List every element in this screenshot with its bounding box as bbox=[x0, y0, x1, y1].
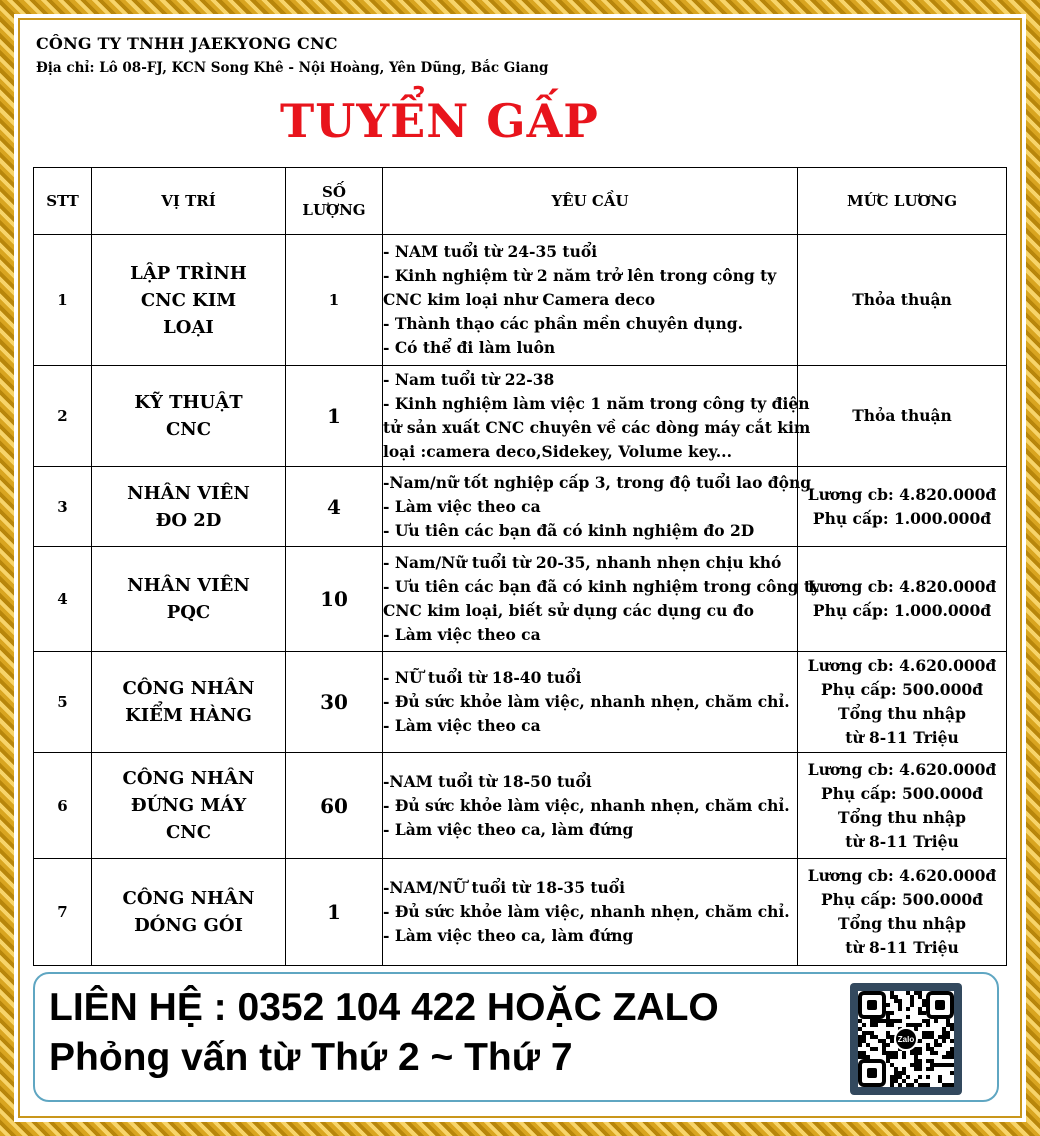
salary-line: từ 8-11 Triệu bbox=[845, 728, 959, 747]
qr-module bbox=[938, 1079, 942, 1083]
row-stt: 5 bbox=[34, 652, 92, 753]
row-salary bbox=[798, 859, 1007, 966]
qr-module bbox=[874, 1019, 878, 1023]
qr-module bbox=[882, 1051, 886, 1055]
salary-line: Phụ cấp: 500.000đ bbox=[821, 680, 983, 699]
qr-module bbox=[922, 999, 926, 1003]
interview-schedule-line: Phỏng vấn từ Thứ 2 ~ Thứ 7 bbox=[49, 1036, 573, 1079]
qr-module bbox=[890, 1035, 894, 1039]
qr-module bbox=[870, 1019, 874, 1023]
qr-module bbox=[942, 1031, 946, 1035]
requirement-line: - Đủ sức khỏe làm việc, nhanh nhẹn, chăm chỉ. bbox=[383, 795, 790, 815]
row-position bbox=[92, 366, 286, 467]
qr-module bbox=[858, 1055, 862, 1059]
qr-module bbox=[898, 1019, 902, 1023]
salary-line: Phụ cấp: 500.000đ bbox=[821, 890, 983, 909]
row-quantity: 60 bbox=[286, 753, 383, 859]
qr-module bbox=[918, 1063, 922, 1067]
qr-module bbox=[890, 1023, 894, 1027]
qr-module bbox=[898, 999, 902, 1003]
row-salary bbox=[798, 652, 1007, 753]
qr-module bbox=[950, 1047, 954, 1051]
qr-module bbox=[914, 1063, 918, 1067]
row-salary bbox=[798, 753, 1007, 859]
qr-module bbox=[886, 1051, 890, 1055]
salary-line: Lương cb: 4.820.000đ bbox=[807, 577, 997, 596]
qr-module bbox=[938, 1035, 942, 1039]
qr-module bbox=[946, 1019, 950, 1023]
qr-module bbox=[914, 1023, 918, 1027]
qr-module bbox=[890, 995, 894, 999]
qr-module bbox=[926, 1067, 930, 1071]
qr-module bbox=[870, 1023, 874, 1027]
requirement-line: - Đủ sức khỏe làm việc, nhanh nhẹn, chăm chỉ. bbox=[383, 692, 790, 711]
qr-module bbox=[926, 1043, 930, 1047]
qr-module bbox=[910, 995, 914, 999]
qr-module bbox=[882, 1019, 886, 1023]
row-quantity: 4 bbox=[286, 467, 383, 547]
qr-module bbox=[890, 1075, 894, 1079]
qr-module bbox=[918, 1067, 922, 1071]
requirement-line: -Nam/nữ tốt nghiệp cấp 3, trong độ tuổi lao động bbox=[383, 472, 812, 492]
salary-line: Tổng thu nhập bbox=[838, 914, 966, 933]
qr-module bbox=[918, 1047, 922, 1051]
qr-module bbox=[898, 1083, 902, 1087]
qr-module bbox=[910, 1023, 914, 1027]
position-line: KỸ THUẬT bbox=[134, 392, 243, 413]
qr-module bbox=[950, 1039, 954, 1043]
salary-line: Thỏa thuận bbox=[852, 406, 952, 425]
qr-module bbox=[914, 1055, 918, 1059]
qr-module bbox=[934, 1039, 938, 1043]
position-line: ĐO 2D bbox=[155, 509, 222, 531]
requirement-line: - Nam/Nữ tuổi từ 20-35, nhanh nhẹn chịu khó bbox=[383, 553, 782, 572]
qr-module bbox=[898, 1071, 902, 1075]
position-line: CÔNG NHÂN bbox=[122, 888, 255, 909]
qr-module bbox=[886, 1043, 890, 1047]
qr-module bbox=[902, 1055, 906, 1059]
qr-module bbox=[886, 1011, 890, 1015]
requirement-line: - Làm việc theo ca, làm đứng bbox=[383, 819, 634, 839]
qr-module bbox=[942, 1039, 946, 1043]
qr-module bbox=[862, 1039, 866, 1043]
qr-module bbox=[890, 991, 894, 995]
qr-module bbox=[890, 1055, 894, 1059]
qr-module bbox=[930, 1047, 934, 1051]
qr-module bbox=[890, 1011, 894, 1015]
salary-line: Lương cb: 4.820.000đ bbox=[807, 484, 997, 504]
row-quantity: 10 bbox=[286, 547, 383, 652]
qr-module bbox=[862, 1051, 866, 1055]
row-salary bbox=[798, 235, 1007, 366]
requirement-line: - Thành thạo các phần mền chuyên dụng. bbox=[383, 314, 743, 333]
zalo-qr-code-icon[interactable] bbox=[850, 983, 962, 1095]
qr-module bbox=[914, 1047, 918, 1051]
requirement-line: - Nam tuổi từ 22-38 bbox=[383, 370, 555, 389]
qr-module bbox=[918, 995, 922, 999]
requirement-line: - Có thể đi làm luôn bbox=[383, 338, 556, 357]
qr-module bbox=[946, 1031, 950, 1035]
qr-module bbox=[898, 1003, 902, 1007]
requirement-line: - NỮ tuổi từ 18-40 tuổi bbox=[383, 668, 582, 687]
qr-module bbox=[870, 1047, 874, 1051]
qr-module bbox=[930, 1063, 934, 1067]
requirement-line: - Kinh nghiệm từ 2 năm trở lên trong công ty bbox=[383, 266, 777, 285]
position-line: KIỂM HÀNG bbox=[125, 705, 252, 726]
table-row bbox=[34, 753, 1007, 859]
contact-phone-line: LIÊN HỆ : 0352 104 422 HOẶC ZALO bbox=[49, 986, 719, 1029]
qr-module bbox=[886, 1023, 890, 1027]
qr-module bbox=[926, 1075, 930, 1079]
qr-module bbox=[882, 1047, 886, 1051]
qr-module bbox=[910, 1063, 914, 1067]
row-requirements bbox=[383, 753, 798, 859]
requirement-line: CNC kim loại, biết sử dụng các dụng cu đo bbox=[383, 601, 754, 620]
qr-module bbox=[942, 1055, 946, 1059]
position-line: LOẠI bbox=[163, 316, 214, 338]
job-rows bbox=[34, 235, 1007, 966]
qr-module bbox=[942, 1035, 946, 1039]
qr-module bbox=[926, 1083, 930, 1087]
qr-module bbox=[902, 1067, 906, 1071]
qr-module bbox=[906, 1023, 910, 1027]
qr-module bbox=[914, 1027, 918, 1031]
table-row bbox=[34, 859, 1007, 966]
qr-module bbox=[890, 1083, 894, 1087]
qr-module bbox=[926, 1031, 930, 1035]
qr-module bbox=[946, 1035, 950, 1039]
requirement-line: - Làm việc theo ca bbox=[383, 625, 541, 644]
requirement-line: - Ưu tiên các bạn đã có kinh nghiệm trong công ty bbox=[383, 577, 820, 596]
qr-module bbox=[946, 1055, 950, 1059]
qr-module bbox=[890, 1079, 894, 1083]
position-line: LẬP TRÌNH bbox=[130, 262, 247, 284]
qr-module bbox=[926, 1023, 930, 1027]
qr-module bbox=[934, 1051, 938, 1055]
qr-module bbox=[878, 1019, 882, 1023]
table-row bbox=[34, 366, 1007, 467]
qr-module bbox=[918, 1075, 922, 1079]
header-quantity-line2: LƯỢNG bbox=[302, 201, 366, 219]
position-line: CNC bbox=[165, 419, 212, 440]
row-requirements bbox=[383, 235, 798, 366]
qr-module bbox=[898, 1075, 902, 1079]
qr-module bbox=[910, 1083, 914, 1087]
salary-line: Tổng thu nhập bbox=[838, 704, 966, 723]
qr-module bbox=[882, 1039, 886, 1043]
qr-module bbox=[930, 1051, 934, 1055]
qr-module bbox=[874, 1035, 878, 1039]
qr-module bbox=[902, 1051, 906, 1055]
salary-line: Phụ cấp: 500.000đ bbox=[821, 783, 983, 803]
qr-module bbox=[918, 1083, 922, 1087]
qr-module bbox=[938, 1063, 942, 1067]
qr-module bbox=[878, 1039, 882, 1043]
qr-module bbox=[906, 1007, 910, 1011]
table-row bbox=[34, 467, 1007, 547]
qr-module bbox=[902, 1079, 906, 1083]
qr-module bbox=[930, 1031, 934, 1035]
qr-module bbox=[934, 1063, 938, 1067]
requirement-line: loại :camera deco,Sidekey, Volume key... bbox=[383, 442, 732, 461]
requirement-line: - Làm việc theo ca bbox=[383, 716, 541, 735]
salary-line: Lương cb: 4.620.000đ bbox=[807, 759, 997, 779]
position-line: DÓNG GÓI bbox=[134, 915, 243, 936]
qr-module bbox=[870, 1031, 874, 1035]
position-line: NHÂN VIÊN bbox=[127, 575, 250, 596]
qr-finder-center bbox=[867, 1068, 877, 1078]
qr-module bbox=[950, 1063, 954, 1067]
qr-pattern bbox=[850, 983, 962, 1095]
header-salary: MỨC LƯƠNG bbox=[798, 168, 1007, 235]
requirement-line: - Đủ sức khỏe làm việc, nhanh nhẹn, chăm chỉ. bbox=[383, 902, 790, 921]
qr-module bbox=[950, 1051, 954, 1055]
row-stt: 7 bbox=[34, 859, 92, 966]
row-quantity: 1 bbox=[286, 366, 383, 467]
salary-line: Lương cb: 4.620.000đ bbox=[807, 656, 997, 675]
requirement-line: -NAM tuổi từ 18-50 tuổi bbox=[383, 771, 592, 791]
qr-module bbox=[858, 1043, 862, 1047]
row-stt: 2 bbox=[34, 366, 92, 467]
table-row bbox=[34, 652, 1007, 753]
qr-module bbox=[894, 999, 898, 1003]
qr-module bbox=[866, 1043, 870, 1047]
qr-module bbox=[918, 991, 922, 995]
qr-module bbox=[942, 1063, 946, 1067]
qr-module bbox=[882, 1043, 886, 1047]
qr-module bbox=[894, 1075, 898, 1079]
qr-module bbox=[950, 1083, 954, 1087]
row-requirements bbox=[383, 652, 798, 753]
qr-module bbox=[858, 1051, 862, 1055]
row-stt: 4 bbox=[34, 547, 92, 652]
row-requirements bbox=[383, 467, 812, 547]
qr-module bbox=[926, 1019, 930, 1023]
qr-module bbox=[938, 1075, 942, 1079]
qr-module bbox=[862, 1023, 866, 1027]
qr-module bbox=[902, 1071, 906, 1075]
qr-module bbox=[898, 1007, 902, 1011]
requirement-line: CNC kim loại như Camera deco bbox=[383, 290, 656, 309]
qr-module bbox=[906, 1015, 910, 1019]
qr-module bbox=[926, 1035, 930, 1039]
row-position bbox=[92, 652, 286, 753]
position-line: NHÂN VIÊN bbox=[127, 482, 250, 504]
qr-module bbox=[874, 1023, 878, 1027]
salary-line: Phụ cấp: 1.000.000đ bbox=[812, 508, 992, 528]
row-position bbox=[92, 753, 286, 859]
qr-module bbox=[922, 1011, 926, 1015]
qr-module bbox=[894, 1071, 898, 1075]
position-line: CNC bbox=[165, 822, 212, 843]
qr-module bbox=[894, 995, 898, 999]
qr-module bbox=[894, 1019, 898, 1023]
qr-module bbox=[858, 1027, 862, 1031]
qr-module bbox=[918, 1011, 922, 1015]
qr-module bbox=[894, 1051, 898, 1055]
headline: TUYỂN GẤP bbox=[280, 94, 599, 148]
salary-line: Thỏa thuận bbox=[852, 290, 952, 309]
row-salary bbox=[798, 467, 1007, 547]
qr-module bbox=[862, 1055, 866, 1059]
row-stt: 3 bbox=[34, 467, 92, 547]
qr-module bbox=[914, 1059, 918, 1063]
qr-module bbox=[894, 1079, 898, 1083]
qr-module bbox=[946, 1051, 950, 1055]
qr-module bbox=[870, 1035, 874, 1039]
company-address: Địa chỉ: Lô 08-FJ, KCN Song Khê - Nội Hoàng, Yên Dũng, Bắc Giang bbox=[36, 60, 549, 76]
header-requirements: YÊU CẦU bbox=[383, 168, 798, 235]
qr-module bbox=[914, 1051, 918, 1055]
qr-module bbox=[858, 1035, 862, 1039]
row-position bbox=[92, 547, 286, 652]
row-requirements bbox=[383, 547, 820, 652]
row-salary bbox=[798, 366, 1007, 467]
qr-module bbox=[858, 1019, 862, 1023]
qr-module bbox=[914, 991, 918, 995]
qr-module bbox=[862, 1031, 866, 1035]
row-requirements bbox=[383, 366, 811, 467]
position-line: CÔNG NHÂN bbox=[122, 678, 255, 699]
qr-module bbox=[946, 1083, 950, 1087]
qr-module bbox=[894, 1067, 898, 1071]
row-position bbox=[92, 859, 286, 966]
qr-module bbox=[910, 999, 914, 1003]
qr-module bbox=[918, 1039, 922, 1043]
qr-module bbox=[886, 1035, 890, 1039]
qr-module bbox=[950, 1071, 954, 1075]
qr-module bbox=[866, 1031, 870, 1035]
qr-module bbox=[862, 1035, 866, 1039]
requirement-line: - Kinh nghiệm làm việc 1 năm trong công ty điện bbox=[383, 394, 810, 413]
qr-module bbox=[942, 1027, 946, 1031]
qr-module bbox=[906, 991, 910, 995]
qr-module bbox=[922, 1019, 926, 1023]
salary-line: Tổng thu nhập bbox=[838, 807, 966, 827]
qr-module bbox=[950, 1027, 954, 1031]
qr-module bbox=[946, 1023, 950, 1027]
qr-module bbox=[890, 1039, 894, 1043]
qr-module bbox=[874, 1047, 878, 1051]
qr-module bbox=[918, 1059, 922, 1063]
qr-finder-center bbox=[867, 1000, 877, 1010]
qr-module bbox=[914, 1079, 918, 1083]
qr-module bbox=[906, 1083, 910, 1087]
qr-module bbox=[910, 1003, 914, 1007]
qr-module bbox=[922, 1035, 926, 1039]
qr-module bbox=[942, 1083, 946, 1087]
qr-module bbox=[918, 1023, 922, 1027]
table-row bbox=[34, 547, 1007, 652]
row-requirements bbox=[383, 859, 798, 966]
requirement-line: -NAM/NỮ tuổi từ 18-35 tuổi bbox=[383, 878, 626, 897]
row-quantity: 30 bbox=[286, 652, 383, 753]
qr-module bbox=[926, 1047, 930, 1051]
qr-module bbox=[886, 1059, 890, 1063]
row-quantity: 1 bbox=[286, 859, 383, 966]
qr-module bbox=[934, 1019, 938, 1023]
header-stt: STT bbox=[34, 168, 92, 235]
salary-line: Phụ cấp: 1.000.000đ bbox=[812, 601, 992, 620]
qr-module bbox=[930, 1067, 934, 1071]
header-quantity-line1: SỐ bbox=[322, 183, 346, 201]
qr-module bbox=[914, 1067, 918, 1071]
qr-module bbox=[946, 1063, 950, 1067]
salary-line: từ 8-11 Triệu bbox=[845, 938, 959, 957]
qr-module bbox=[886, 1031, 890, 1035]
qr-module bbox=[890, 1063, 894, 1067]
qr-module bbox=[950, 1023, 954, 1027]
salary-line: Lương cb: 4.620.000đ bbox=[807, 866, 997, 885]
requirement-line: - Làm việc theo ca, làm đứng bbox=[383, 926, 634, 945]
qr-module bbox=[930, 1035, 934, 1039]
requirement-line: - Làm việc theo ca bbox=[383, 496, 541, 516]
row-salary bbox=[798, 547, 1007, 652]
requirement-line: - NAM tuổi từ 24-35 tuổi bbox=[383, 242, 598, 261]
row-position bbox=[92, 235, 286, 366]
position-line: PQC bbox=[166, 602, 211, 623]
position-line: ĐỨNG MÁY bbox=[130, 795, 247, 816]
row-stt: 6 bbox=[34, 753, 92, 859]
company-name: CÔNG TY TNHH JAEKYONG CNC bbox=[36, 34, 338, 53]
qr-module bbox=[890, 1019, 894, 1023]
qr-module bbox=[934, 1043, 938, 1047]
qr-module bbox=[894, 1055, 898, 1059]
qr-module bbox=[922, 1003, 926, 1007]
row-quantity: 1 bbox=[286, 235, 383, 366]
qr-module bbox=[886, 1055, 890, 1059]
position-line: CÔNG NHÂN bbox=[122, 768, 255, 789]
qr-module bbox=[926, 1059, 930, 1063]
qr-module bbox=[910, 1051, 914, 1055]
qr-module bbox=[906, 1075, 910, 1079]
row-position bbox=[92, 467, 286, 547]
qr-module bbox=[918, 1051, 922, 1055]
qr-module bbox=[890, 1051, 894, 1055]
qr-module bbox=[938, 1043, 942, 1047]
qr-finder-center bbox=[935, 1000, 945, 1010]
zalo-logo-label: Zalo bbox=[897, 1035, 915, 1044]
qr-module bbox=[886, 1019, 890, 1023]
requirement-line: tử sản xuất CNC chuyên về các dòng máy cắt kim bbox=[383, 418, 811, 437]
qr-module bbox=[922, 1031, 926, 1035]
qr-module bbox=[886, 1015, 890, 1019]
qr-module bbox=[858, 1039, 862, 1043]
table-row bbox=[34, 235, 1007, 366]
table-header-row bbox=[34, 168, 1007, 235]
qr-module bbox=[886, 1003, 890, 1007]
qr-module bbox=[922, 1083, 926, 1087]
row-stt: 1 bbox=[34, 235, 92, 366]
job-table bbox=[33, 167, 1007, 966]
qr-module bbox=[918, 1007, 922, 1011]
qr-module bbox=[950, 1055, 954, 1059]
salary-line: từ 8-11 Triệu bbox=[845, 831, 959, 851]
header-position: VỊ TRÍ bbox=[92, 168, 286, 235]
qr-module bbox=[930, 1059, 934, 1063]
contact-box bbox=[33, 972, 999, 1102]
header-quantity bbox=[286, 168, 383, 235]
position-line: CNC KIM bbox=[140, 289, 237, 311]
requirement-line: - Ưu tiên các bạn đã có kinh nghiệm đo 2D bbox=[383, 520, 755, 540]
qr-module bbox=[866, 1055, 870, 1059]
